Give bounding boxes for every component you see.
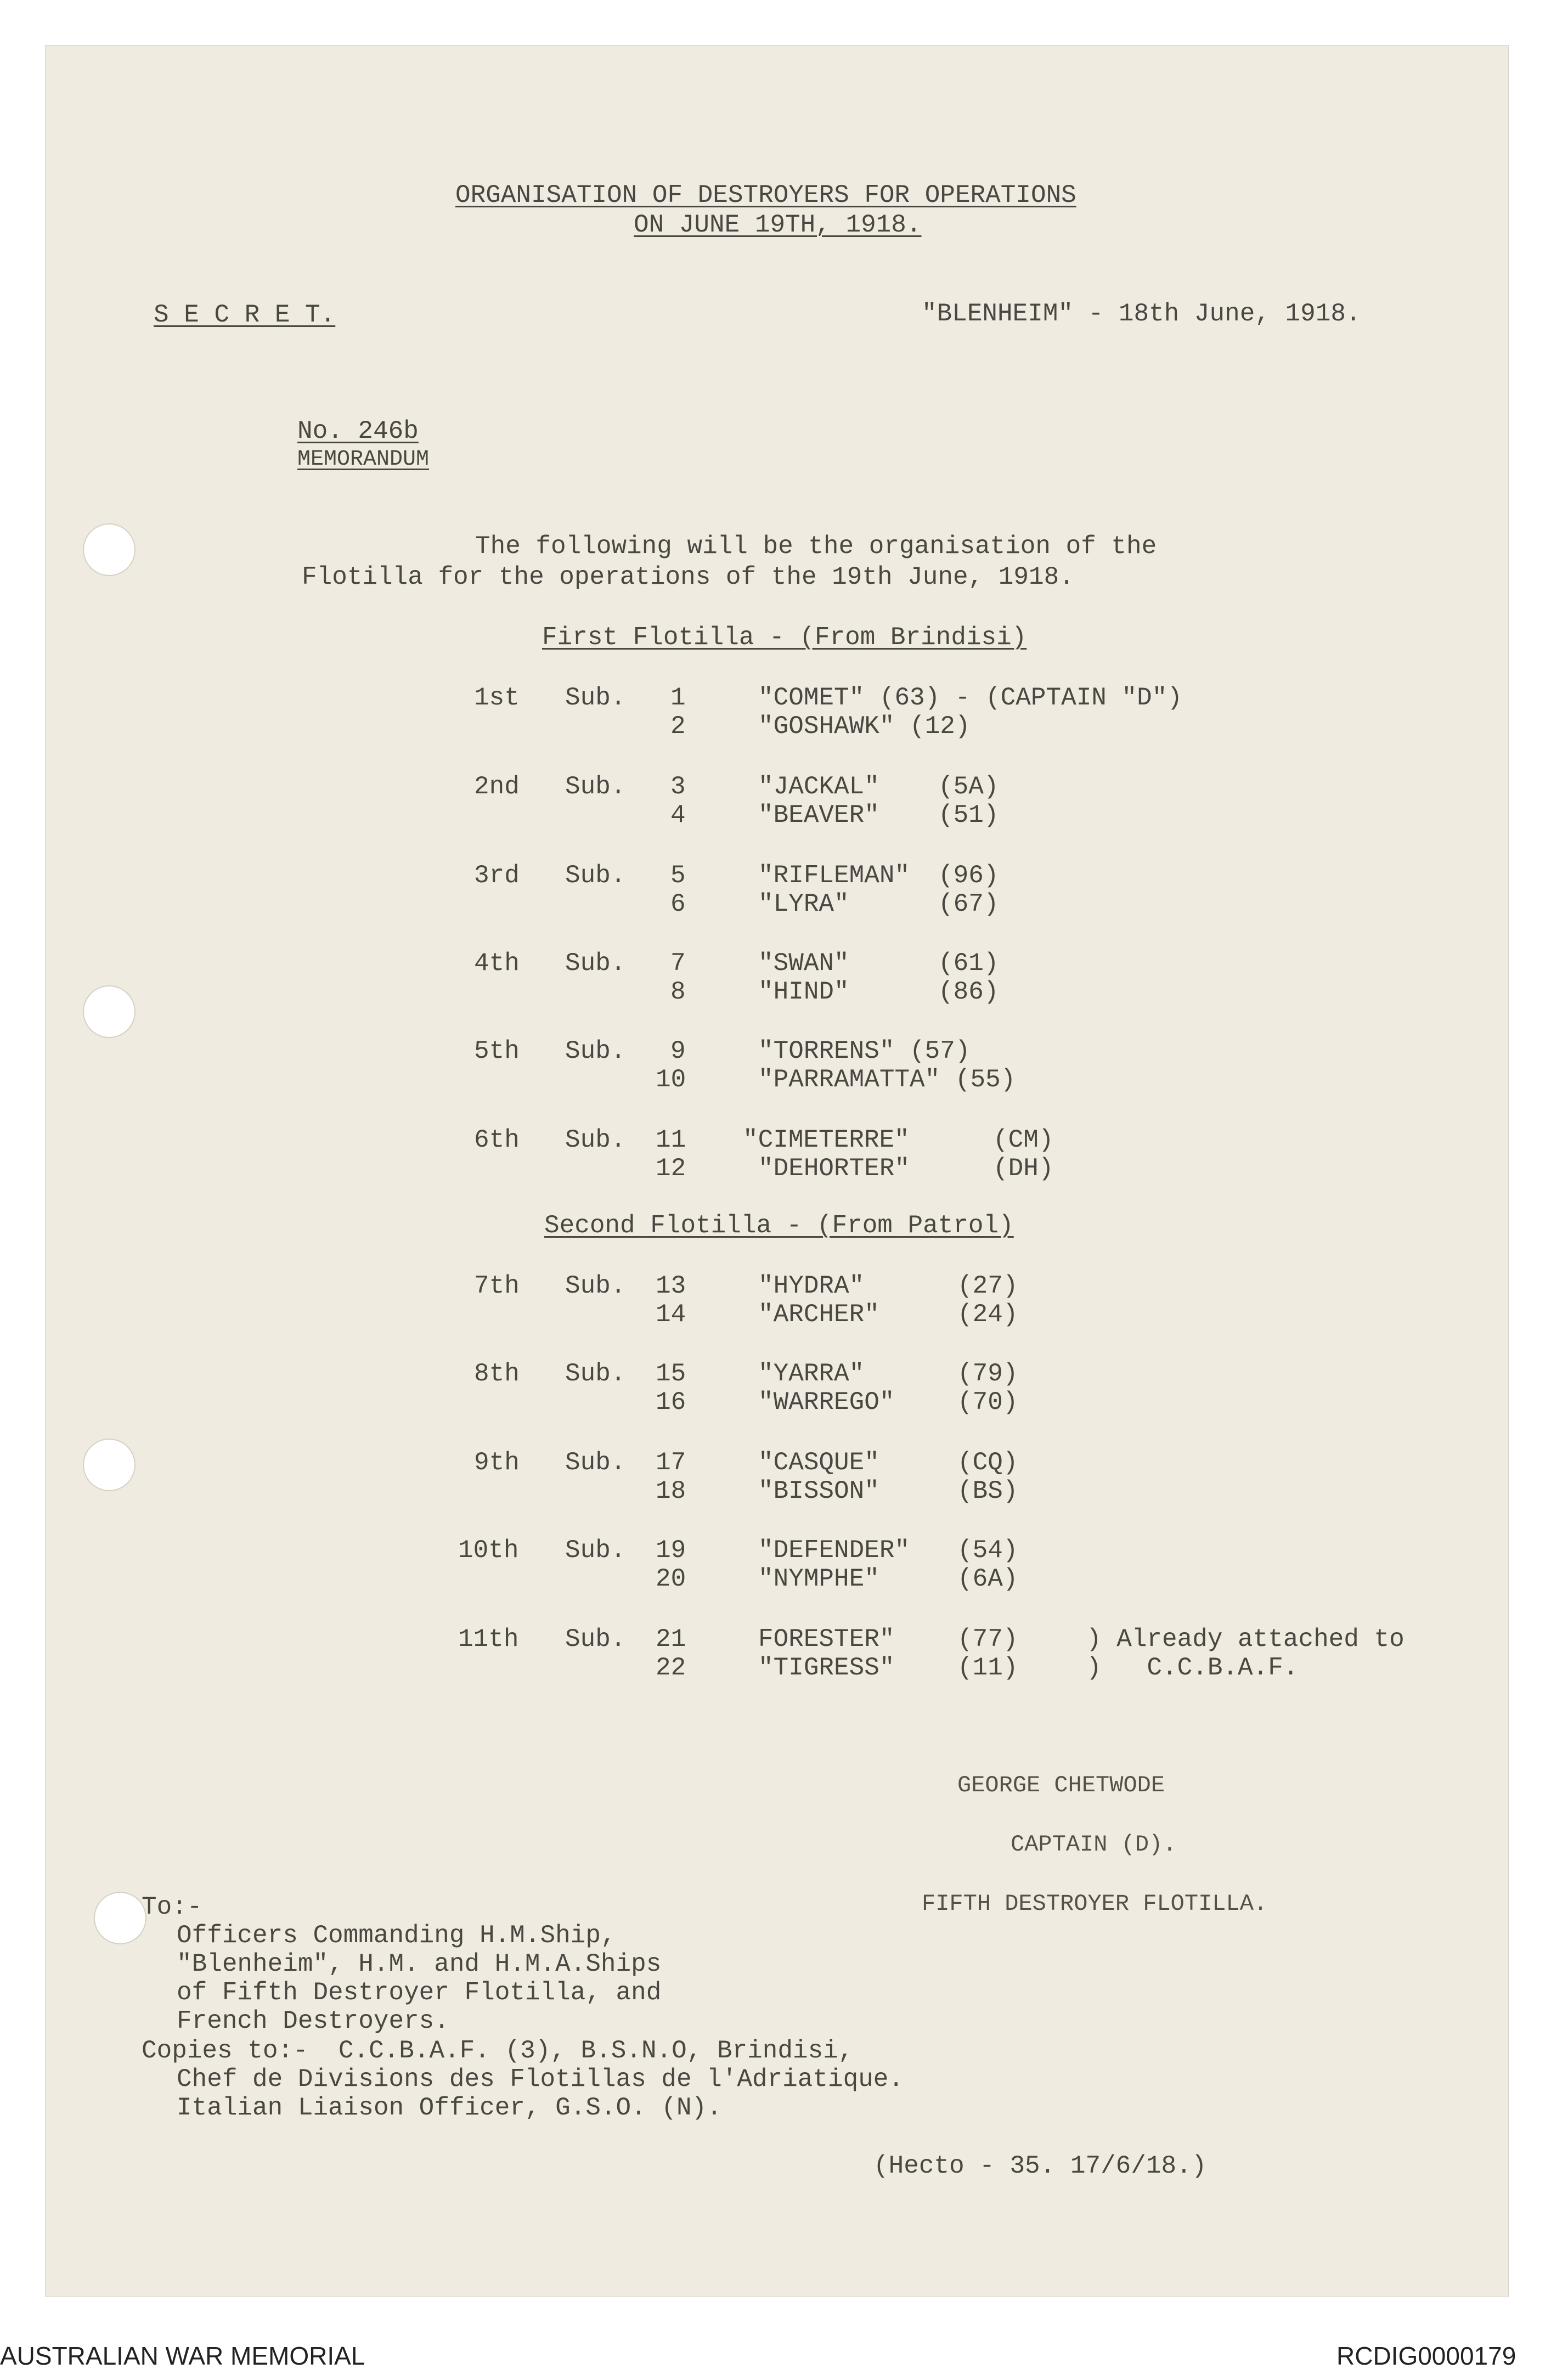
- ship-number: 16: [656, 1388, 686, 1417]
- sub-label: Sub.: [565, 1448, 626, 1477]
- pennant-number: (70): [957, 1388, 1018, 1417]
- ship-name: "TORRENS" (57): [758, 1037, 971, 1065]
- ship-name: FORESTER": [758, 1625, 895, 1654]
- sub-number: 2nd: [474, 772, 520, 801]
- pennant-number: (6A): [957, 1565, 1018, 1593]
- pennant-number: (61): [938, 949, 999, 978]
- pennant-number: (86): [938, 978, 999, 1006]
- ship-name: "YARRA": [758, 1360, 865, 1388]
- to-line-4: French Destroyers.: [177, 2007, 449, 2035]
- ship-number: 2: [670, 712, 686, 741]
- intro-line-2: Flotilla for the operations of the 19th June, 1918.: [302, 563, 1074, 591]
- sub-label: Sub.: [565, 949, 626, 978]
- sub-number: 7th: [474, 1272, 520, 1300]
- ship-name: "DEFENDER": [758, 1536, 910, 1565]
- ship-name: "BEAVER": [758, 801, 879, 830]
- pennant-number: (CM): [993, 1126, 1054, 1154]
- sub-number: 1st: [474, 684, 520, 712]
- sub-label: Sub.: [565, 772, 626, 801]
- place-date: "BLENHEIM" - 18th June, 1918.: [922, 300, 1361, 328]
- ship-number: 7: [670, 949, 686, 978]
- ship-number: 6: [670, 890, 686, 918]
- sub-label: Sub.: [565, 684, 626, 712]
- sub-number: 10th: [458, 1536, 519, 1565]
- ship-number: 14: [656, 1300, 686, 1329]
- first-flotilla-heading: First Flotilla - (From Brindisi): [542, 623, 1027, 652]
- ship-number: 21: [656, 1625, 686, 1654]
- ship-name: "CIMETERRE": [743, 1126, 910, 1154]
- archive-footer-left: AUSTRALIAN WAR MEMORIAL: [0, 2342, 365, 2370]
- sub-label: Sub.: [565, 1536, 626, 1565]
- pennant-number: (96): [938, 861, 999, 890]
- to-line-2: "Blenheim", H.M. and H.M.A.Ships: [177, 1950, 662, 1978]
- pennant-number: (51): [938, 801, 999, 830]
- sub-number: 4th: [474, 949, 520, 978]
- to-line-1: Officers Commanding H.M.Ship,: [177, 1921, 616, 1950]
- document-title-line-2: ON JUNE 19TH, 1918.: [634, 211, 922, 239]
- signature-name: GEORGE CHETWODE: [957, 1772, 1165, 1798]
- to-label: To:-: [142, 1893, 202, 1921]
- ship-name: "DEHORTER": [758, 1154, 910, 1183]
- sub-label: Sub.: [565, 861, 626, 890]
- sub-label: Sub.: [565, 1037, 626, 1065]
- ship-number: 10: [656, 1065, 686, 1094]
- reference-number: No. 246b: [297, 417, 419, 445]
- second-flotilla-heading: Second Flotilla - (From Patrol): [544, 1211, 1014, 1240]
- ship-number: 11: [656, 1126, 686, 1154]
- sub-number: 3rd: [474, 861, 520, 890]
- ship-number: 17: [656, 1448, 686, 1477]
- ship-name: "HYDRA": [758, 1272, 865, 1300]
- sub-label: Sub.: [565, 1126, 626, 1154]
- sub-number: 8th: [474, 1360, 520, 1388]
- ship-name: "RIFLEMAN": [758, 861, 910, 890]
- sub-label: Sub.: [565, 1360, 626, 1388]
- pennant-number: (5A): [938, 772, 999, 801]
- to-line-3: of Fifth Destroyer Flotilla, and: [177, 1978, 662, 2007]
- document-title-line-1: ORGANISATION OF DESTROYERS FOR OPERATIONS: [455, 181, 1076, 210]
- ship-number: 8: [670, 978, 686, 1006]
- pennant-number: (CQ): [957, 1448, 1018, 1477]
- ship-number: 13: [656, 1272, 686, 1300]
- ship-name: "COMET" (63) - (CAPTAIN "D"): [758, 684, 1182, 712]
- pennant-number: (11): [957, 1654, 1018, 1682]
- pennant-number: (54): [957, 1536, 1018, 1565]
- ship-name: "PARRAMATTA" (55): [758, 1065, 1016, 1094]
- ship-number: 20: [656, 1565, 686, 1593]
- ship-name: "GOSHAWK" (12): [758, 712, 971, 741]
- punch-hole: [83, 523, 136, 576]
- sub-label: Sub.: [565, 1625, 626, 1654]
- secret-marking: S E C R E T.: [154, 301, 336, 329]
- ship-name: "ARCHER": [758, 1300, 879, 1329]
- copies-line-1: Copies to:- C.C.B.A.F. (3), B.S.N.O, Brindisi,: [142, 2037, 854, 2065]
- ship-name: "TIGRESS": [758, 1654, 895, 1682]
- memorandum-label: MEMORANDUM: [297, 447, 430, 472]
- sub-number: 6th: [474, 1126, 520, 1154]
- copies-line-3: Italian Liaison Officer, G.S.O. (N).: [177, 2094, 722, 2122]
- ship-name: "LYRA": [758, 890, 849, 918]
- signature-rank: CAPTAIN (D).: [1011, 1831, 1177, 1858]
- ship-name: "SWAN": [758, 949, 849, 978]
- ship-name: "HIND": [758, 978, 849, 1006]
- pennant-number: (67): [938, 890, 999, 918]
- intro-line-1: The following will be the organisation of the: [475, 532, 1157, 561]
- pennant-number: (77): [957, 1625, 1018, 1654]
- sub-number: 9th: [474, 1448, 520, 1477]
- pennant-number: (BS): [957, 1477, 1018, 1505]
- ship-number: 3: [670, 772, 686, 801]
- ship-number: 9: [670, 1037, 686, 1065]
- signature-unit: FIFTH DESTROYER FLOTILLA.: [922, 1891, 1268, 1917]
- ship-number: 4: [670, 801, 686, 830]
- punch-hole: [94, 1892, 146, 1944]
- pennant-number: (DH): [993, 1154, 1054, 1183]
- ship-number: 18: [656, 1477, 686, 1505]
- ship-number: 12: [656, 1154, 686, 1183]
- attached-note-line-2: ) C.C.B.A.F.: [1086, 1654, 1299, 1682]
- copies-line-2: Chef de Divisions des Flotillas de l'Adriatique.: [177, 2065, 904, 2094]
- attached-note-line-1: ) Already attached to: [1086, 1625, 1405, 1654]
- punch-hole: [83, 985, 136, 1038]
- sub-number: 11th: [458, 1625, 519, 1654]
- archive-footer-right: RCDIG0000179: [1336, 2342, 1516, 2370]
- ship-name: "WARREGO": [758, 1388, 895, 1417]
- ship-number: 15: [656, 1360, 686, 1388]
- ship-name: "JACKAL": [758, 772, 879, 801]
- punch-hole: [83, 1439, 136, 1491]
- sub-label: Sub.: [565, 1272, 626, 1300]
- ship-name: "NYMPHE": [758, 1565, 879, 1593]
- pennant-number: (24): [957, 1300, 1018, 1329]
- ship-number: 1: [670, 684, 686, 712]
- sub-number: 5th: [474, 1037, 520, 1065]
- ship-name: "BISSON": [758, 1477, 879, 1505]
- ship-number: 22: [656, 1654, 686, 1682]
- hecto-reference: (Hecto - 35. 17/6/18.): [873, 2152, 1207, 2180]
- pennant-number: (27): [957, 1272, 1018, 1300]
- ship-name: "CASQUE": [758, 1448, 879, 1477]
- pennant-number: (79): [957, 1360, 1018, 1388]
- ship-number: 19: [656, 1536, 686, 1565]
- ship-number: 5: [670, 861, 686, 890]
